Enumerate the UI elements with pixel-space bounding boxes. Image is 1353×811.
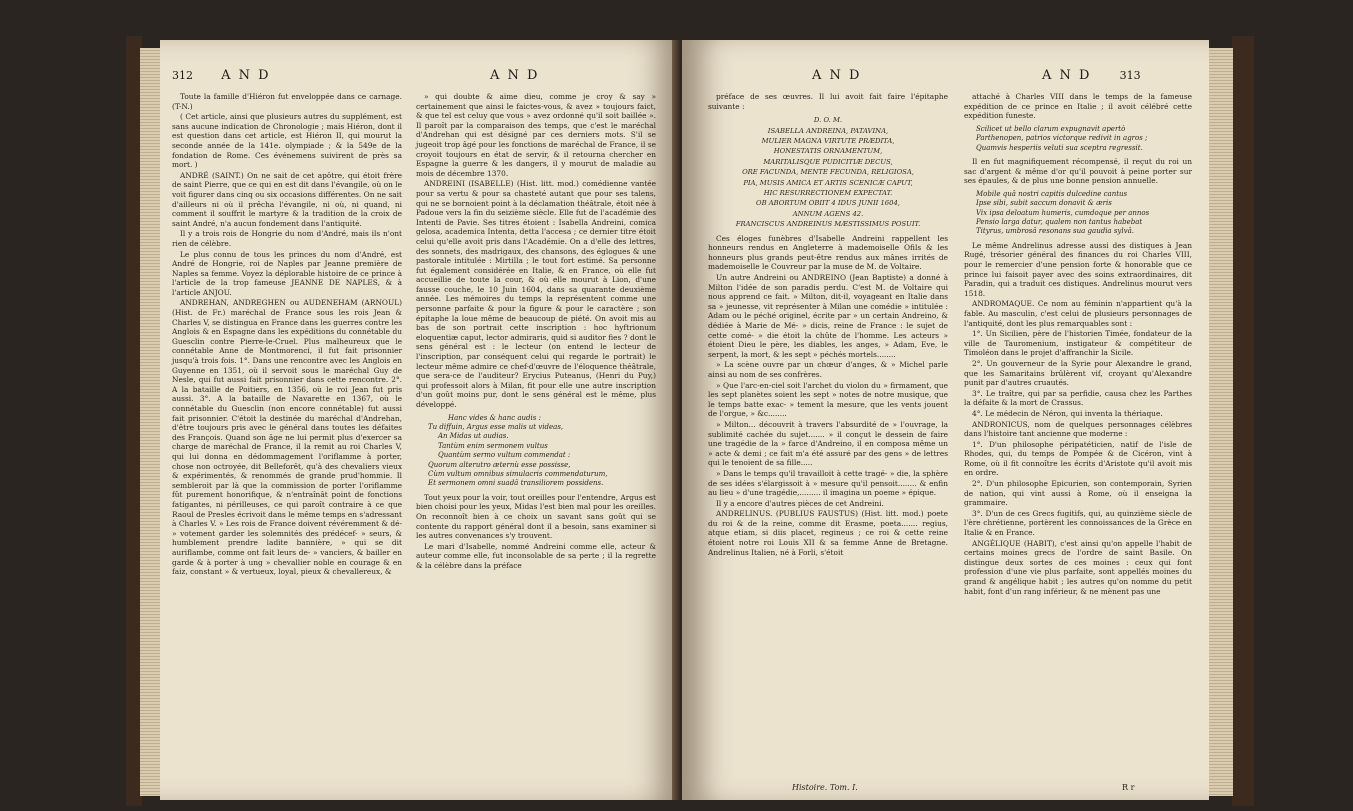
- poem-line: Scilicet ut bello clarum expugnavit apertò: [976, 124, 1126, 133]
- left-page: [160, 40, 680, 800]
- paragraph: 1°. Un Sicilien, père de l'historien Timée, fondateur de la ville de Tauromenium, instigateur & compétiteur de Timoléon dans le projet d'affranchir la Sicile.: [964, 329, 1192, 358]
- signature-mark: R r: [1122, 783, 1135, 792]
- running-head: A N D: [221, 68, 271, 83]
- poem-line: Vix ipsa deloatum humeris, cumdoque per annos: [976, 208, 1150, 217]
- epitaph-line: D. O. M.: [813, 116, 843, 125]
- poem-line: Tantùm enim sermonem vultus: [438, 441, 548, 450]
- epitaph-line: MULIER MAGNA VIRTUTE PRÆDITA,: [761, 137, 895, 145]
- poem-line: An Midas ut audias.: [438, 432, 509, 441]
- paragraph: Il y a trois rois de Hongrie du nom d'André, mais ils n'ont rien de célèbre.: [172, 229, 402, 248]
- volume-footer: Histoire. Tom. I.: [792, 783, 858, 792]
- paragraph: ( Cet article, ainsi que plusieurs autres du supplément, est sans aucune indication de Chronologie ; mais Hiéron, dont il est question dans cet article, est Hiéron II, qui mourut la seconde année de la 141e. olympiade ; & la 549e de la fondation de Rome. Ces événemens suivirent de près sa mort. ): [172, 112, 402, 170]
- poem-line: Hanc vides & hanc audis :: [448, 413, 541, 422]
- running-head-right: A N D: [490, 68, 540, 83]
- paragraph: ANDREINI (ISABELLE) (Hist. litt. mod.) comédienne vantée pour sa vertu & pour sa chasteté autant que pour ses talens, qui ne se bornoient point à la déclamation théâtrale, étoit née à Padoue vers la fin du seizième siècle. Elle fut de l'académie des Intenti de Pavie. Ses titres étoient : Isabella Andreini, comica gelosa, academica Intenta, detta l'accesa ; ce dernier titre étoit celui qu'elle avoit pris dans l'Académie. On a d'elle des lettres, des sonnets, des madrigaux, des chansons, des églogues & une pastorale intitulée : Mirtilla ; le tout fort estimé. Sa personne fut également considérée en Italie, & en France, où elle fut accueillie de toute la cour, & où elle mourut à Lion, d'une fausse couche, le 10 Juin 1604, dans sa quarante deuxième année. Les mémoires du temps la représentent comme une personne parfaite & pour la figure & pour le caractère ; son épitaphe la loue même de beaucoup de piété. On avoit mis au bas de son portrait cette inscription : hoc hyftrionum eloquentiæ caput, lector admiraris, quid si auditor fies ? dont le sens général est : le lecteur (on entend le lecteur de l'inscription, par conséquent celui qui regarde le portrait) le lecteur même admire ce chef-d'œuvre de l'éloquence théâtrale, que sera-ce de l'auditeur? Erycius Puteanus, (Henri du Puy,) qui professoit alors à Milan, fit pour elle une autre inscription d'un goût moins pur, dont le sens général est le même, plus développé.: [416, 179, 656, 409]
- poem-line: Pensio larga datur, qualem non tantus habebat: [976, 218, 1143, 226]
- paragraph: attaché à Charles VIII dans le temps de la fameuse expédition de ce prince en Italie ; il avoit célébré cette expédition funeste.: [964, 92, 1192, 121]
- left-page-header: [172, 68, 271, 83]
- paragraph: » qui doubte & aime dieu, comme je croy & say » certainement que ainsi le faictes-vous, & avez » toujours faict, & que tel est celuy que vous » avez ordonné qu'il soit baillée ». Il paroît par la comparaison des temps, que c'est le maréchal d'Andrehan qui est désigné par ces derniers mots. S'il se jugeoit trop âgé pour les fonctions de maréchal de France, il se croyoit toujours en état de servir, & il retourna chercher en Espagne la guerre & les dangers, il y mourut de maladie au mois de décembre 1370.: [416, 92, 656, 178]
- epitaph-line: HIC RESURRECTIONEM EXPECTAT.: [763, 189, 893, 198]
- right-page: [682, 40, 1209, 800]
- paragraph: ANDROMAQUE. Ce nom au féminin n'appartient qu'à la fable. Au masculin, c'est celui de plusieurs personnages de l'antiquité, dont les plus remarquables sont :: [964, 299, 1192, 328]
- poem-line: Quorum alterutro æternù esse possisse,: [428, 460, 571, 469]
- poem-line: Tu diffuin, Argus esse malis ut videas,: [428, 423, 564, 431]
- poem-line: Mobile quâ nostri capitis dulcedine cantus: [976, 189, 1128, 198]
- paragraph: Ces éloges funèbres d'Isabelle Andreini rappellent les honneurs rendus en Angleterre à mademoiselle Ofils & les honneurs plus grands peut-être rendus aux mânes irrités de mademoiselle le Couvreur par la muse de M. de Voltaire.: [708, 233, 948, 272]
- epitaph-line: OB ABORTUM OBIIT 4 IDUS JUNII 1604,: [756, 199, 900, 208]
- paragraph: » Dans le temps qu'il travailloit à cette tragé- » die, la sphère de ses idées s'élargissoit à » mesure qu'il pensoit........ & enfin au lieu » d'une tragédie,......... il imagina un poeme » épique.: [708, 468, 948, 498]
- paragraph: 2°. Un gouverneur de la Syrie pour Alexandre le grand, que les Samaritains brûlèrent vif, croyant qu'Alexandre punit par d'autres cruautés.: [964, 358, 1192, 388]
- right-column-1: [708, 92, 948, 558]
- latin-poem: [976, 125, 1192, 153]
- right-page-header: [1042, 68, 1141, 83]
- epitaph-line: FRANCISCUS ANDREINUS MÆSTISSIMUS POSUIT.: [735, 220, 921, 229]
- paragraph: » La scène ouvre par un chœur d'anges, & » Michel parle ainsi au nom de ses confrères.: [708, 360, 948, 379]
- epitaph: [708, 115, 948, 229]
- page-edges-left: [140, 48, 162, 796]
- paragraph: ANDREHAN, ANDREGHEN ou AUDENEHAM (ARNOUL) (Hist. de Fr.) maréchal de France sous les rois Jean & Charles V, se distingua en France dans les guerres contre les Anglois & en Espagne dans les expéditions du connétable du Guesclin contre Pierre-le-Cruel. Plus malheureux que le connétable Anne de Montmorenci, il fut fait prisonnier jusqu'à trois fois. 1°. Dans une rencontre avec les Anglois en Guyenne en 1351, où il servoit sous le maréchal Guy de Nesle, qui fut aussi fait prisonnier dans cette rencontre. 2°. A la bataille de Poitiers, en 1356, où le roi Jean fut pris aussi. 3°. A la bataille de Navarette en 1367, où le connétable du Guesclin (non encore connétable) fut aussi fait prisonnier. C'étoit la destinée du maréchal d'Andrehan, d'être toujours pris avec le général dans toutes les défaites des François. Quand son âge ne lui permit plus d'exercer sa charge de maréchal de France, il la remit au roi Charles V, qui lui donna en dédommagement l'oriflamme à porter, chose non octroyée, dit Belleforêt, qu'à des chevaliers vieux & expérimentés, & renommés de grande prud'hommie. Il sembleroit par là que la commission de porter l'oriflamme fût purement honorifique, & n'entraînât point de fonctions fatigantes, ni périlleuses, ce qui paroît contraire à ce que Raoul de Presles écrivoit dans le même temps en s'adressant à Charles V. » Les rois de France doivent révéremment & dé- » votement garder les solemnités des prédécef- » seurs, & humblement prendre ladite bannière, » qui se dit auriflambe, comme ont fait leurs de- » vanciers, & bailler en garde & à porter à ung » chevallier noble en courage & en faiz, constant » & vertueux, loyal, pieux & chevallereux, &: [172, 298, 402, 577]
- paragraph: Tout yeux pour la voir, tout oreilles pour l'entendre, Argus est bien choisi pour les yeux, Midas l'est bien mal pour les oreilles. On reconnoît bien à ce choix un savant sans goût qui se contente du rapport général dont il a besoin, sans examiner si les autres convenances s'y trouvent.: [416, 492, 656, 541]
- latin-poem: [976, 190, 1192, 237]
- epitaph-line: ISABELLA ANDREINA, PATAVINA,: [767, 126, 889, 135]
- poem-line: Parthenopen, patrios victorque redivit in agros ;: [976, 134, 1148, 143]
- right-column-2: [964, 92, 1192, 597]
- paragraph: Il en fut magnifiquement récompensé, il reçut du roi un sac d'argent & même d'or qu'il pouvoit à peine porter sur ses épaules, & de plus une bonne pension annuelle.: [964, 157, 1192, 186]
- paragraph: 3°. D'un de ces Grecs fugitifs, qui, au quinzième siècle de l'ère chrétienne, portèrent les connoissances de la Grèce en Italie & en France.: [964, 508, 1192, 538]
- paragraph: ANDRELINUS. (PUBLIUS FAUSTUS) (Hist. litt. mod.) poete du roi & de la reine, comme dit Erasme, poeta....... regius, atque etiam, si diis placet, regineus ; ce roi & cette reine étoient notre roi Louis XII & sa femme Anne de Bretagne. Andrelinus Italien, né à Forli, s'étoit: [708, 509, 948, 557]
- paragraph: ANDRONICUS, nom de quelques personnages célèbres dans l'histoire tant ancienne que moderne :: [964, 419, 1192, 439]
- poem-line: Ipse sibi, subit saccum donavit & æris: [976, 199, 1112, 208]
- paragraph: Il y a encore d'autres pièces de cet Andreini.: [716, 498, 884, 508]
- paragraph: préface de ses œuvres. Il lui avoit fait faire l'épitaphe suivante :: [708, 92, 948, 111]
- paragraph: » Que l'arc-en-ciel soit l'archet du violon du » firmament, que les sept planètes soient les sept » notes de notre musique, que le temps batte exac- » tement la mesure, que les vents jouent de l'orgue, » &c........: [708, 380, 948, 419]
- paragraph: Le mari d'Isabelle, nommé Andreini comme elle, acteur & auteur comme elle, fut inconsolable de sa perte ; il la regrette & la célèbre dans la préface: [416, 541, 656, 570]
- paragraph: Le même Andrelinus adresse aussi des distiques à Jean Rugé, trésorier général des finances du roi Charles VIII, pour le remercier d'une pension forte & honorable que ce prince lui faisoit payer avec des soins extraordinaires, dit Paradin, qui a traduit ces distiques. Andrelinus mourut vers 1518.: [964, 240, 1192, 298]
- paragraph: ANDRÉ (SAINT.) On ne sait de cet apôtre, qui étoit frère de saint Pierre, que ce qui en est dit dans l'évangile, où on le voit figurer dans cinq ou six occasions différentes. On ne sait d'ailleurs ni où il prêcha l'évangile, ni où, ni quand, ni comment il souffrit le martyre & la tradition de la croix de saint André, n'a aucun fondement dans l'antiquité.: [172, 170, 402, 228]
- paragraph: Le plus connu de tous les princes du nom d'André, est André de Hongrie, roi de Naples par Jeanne première de Naples sa femme. Voyez la déplorable histoire de ce prince à l'article de la trop fameuse JEANNE DE NAPLES, & à l'article ANJOU.: [172, 249, 402, 297]
- epitaph-line: ORE FACUNDA, MENTE FECUNDA, RELIGIOSA,: [742, 168, 914, 177]
- running-head: A N D: [1042, 68, 1092, 83]
- page-number: 313: [1119, 69, 1141, 82]
- poem-line: Tityrus, umbrosâ resonans sua gaudia sylvâ.: [976, 227, 1134, 236]
- poem-line: Et sermonem omni suadâ transiliorem possidens.: [428, 479, 604, 488]
- latin-poem: [428, 414, 656, 489]
- epitaph-line: MARITALISQUE PUDICITIÆ DECUS,: [763, 157, 893, 166]
- page-number: 312: [172, 69, 193, 82]
- epitaph-line: HONESTATIS ORNAMENTUM,: [773, 147, 883, 156]
- epitaph-line: ANNUM AGENS 42.: [792, 209, 864, 218]
- page-edges-right: [1207, 48, 1233, 796]
- left-column-1: [172, 92, 402, 578]
- paragraph: 3°. Le traître, qui par sa perfidie, causa chez les Parthes la défaite & la mort de Crassus.: [964, 388, 1192, 408]
- paragraph: Toute la famille d'Hiéron fut enveloppée dans ce carnage. (T-N.): [172, 92, 402, 111]
- paragraph: ANGÉLIQUE (HABIT), c'est ainsi qu'on appelle l'habit de certains moines grecs de l'ordre de saint Basile. On distingue deux sortes de ces moines : ceux qui font profession d'une vie plus parfaite, sont appellés moines du grand & angélique habit ; les autres qu'on nomme du petit habit, font d'un rang inférieur, & ne mènent pas une: [964, 538, 1192, 596]
- left-column-2: [416, 92, 656, 572]
- paragraph: 4°. Le médecin de Néron, qui inventa la thériaque.: [972, 408, 1163, 418]
- poem-line: Cùm vultum omnibus simulacris commendaturum,: [428, 470, 608, 479]
- paragraph: 1°. D'un philosophe péripatéticien, natif de l'isle de Rhodes, qui, du temps de Pompée & de Cicéron, vint à Rome, où il fit connoître les écrits d'Aristote qu'il avoit mis en ordre.: [964, 439, 1192, 478]
- book-cover-right: [1232, 36, 1254, 806]
- poem-line: Quamvis hesperiis veluti sua sceptra regressit.: [976, 143, 1143, 152]
- epitaph-line: PIA, MUSIS AMICA ET ARTIS SCENICÆ CAPUT,: [743, 178, 913, 187]
- running-head-left: A N D: [812, 68, 862, 83]
- paragraph: Un autre Andreini ou ANDREINO (Jean Baptiste) a donné à Milton l'idée de son paradis perdu. C'est M. de Voltaire qui nous apprend ce fait. » Milton, dit-il, voyageant en Italie dans sa » jeunesse, vit représenter à Milan une comédie » intitulée : Adam ou le péché originel, écrite par » un certain Andreino, & dédiée à Marie de Mé- » dicis, reine de France : le sujet de cette comé- » die étoit la chûte de l'homme. Les acteurs » étoient Dieu le père, les diables, les anges, » Adam, Eve, le serpent, la mort, & les sept » péchés mortels........: [708, 273, 948, 359]
- poem-line: Quantùm sermo vultum commendat :: [438, 451, 571, 460]
- paragraph: » Milton... découvrit à travers l'absurdité de » l'ouvrage, la sublimité cachée du sujet....... » il conçut le dessein de faire une tragédie de la » farce d'Andreino, il en composa même un » acte & demi ; ce fait m'a été assuré par des gens » de lettres qui le tenoient de sa fille.....: [708, 419, 948, 468]
- paragraph: 2°. D'un philosophe Epicurien, son contemporain, Syrien de nation, qui vint aussi à Rome, où il enseigna la grammaire.: [964, 479, 1192, 508]
